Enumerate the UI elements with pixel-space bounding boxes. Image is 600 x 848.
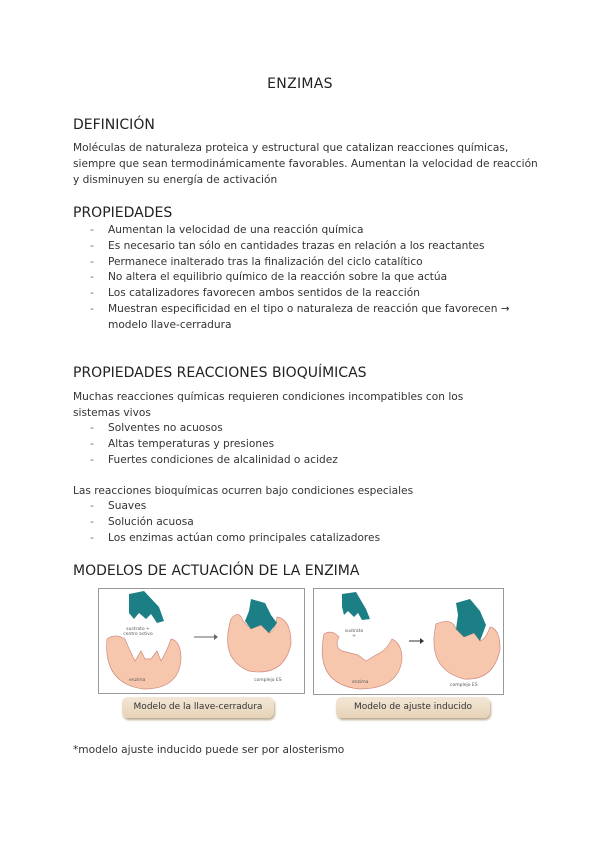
bioquimicas-list2 — [73, 499, 543, 546]
caption-induced-fit: Modelo de ajuste inducido — [336, 697, 490, 718]
list-item: - Fuertes condiciones de alcalinidad o acidez — [73, 453, 543, 469]
list-item: - Solución acuosa — [73, 515, 543, 531]
list-item: - Suaves — [73, 499, 543, 515]
list-item: - No altera el equilibrio químico de la reacción sobre la que actúa — [73, 270, 543, 286]
caption-lock-key: Modelo de la llave-cerradura — [122, 697, 274, 718]
bioquimicas-intro1: Muchas reacciones químicas requieren condiciones incompatibles con los sistemas vivos — [73, 391, 464, 419]
list-item: - Muestran especificidad en el tipo o naturaleza de reacción que favorecen → modelo llave-cerradura — [73, 302, 543, 334]
list-item: - Los catalizadores favorecen ambos sentidos de la reacción — [73, 286, 543, 302]
heading-propiedades: PROPIEDADES — [73, 205, 173, 221]
propiedades-list — [73, 223, 543, 334]
lock-key-figure — [98, 588, 305, 694]
enzyme-label: enzima — [352, 680, 369, 685]
footnote: *modelo ajuste inducido puede ser por alosterismo — [73, 744, 345, 756]
induced-fit-diagram — [314, 589, 503, 694]
substrate-label: sustrato + centro activo — [123, 627, 153, 637]
complex-label: complejo ES — [450, 683, 478, 688]
list-item: - Permanece inalterado tras la finalización del ciclo catalítico — [73, 255, 543, 271]
list-item: - Los enzimas actúan como principales catalizadores — [73, 531, 543, 547]
bioquimicas-list1 — [73, 421, 543, 468]
page-title: ENZIMAS — [267, 76, 333, 92]
list-item: - Aumentan la velocidad de una reacción química — [73, 223, 543, 239]
substrate-label: sustrato + — [344, 629, 364, 639]
bioquimicas-intro2: Las reacciones bioquímicas ocurren bajo condiciones especiales — [73, 485, 414, 497]
heading-bioquimicas: PROPIEDADES REACCIONES BIOQUÍMICAS — [73, 365, 367, 381]
list-item: - Solventes no acuosos — [73, 421, 543, 437]
heading-modelos: MODELOS DE ACTUACIÓN DE LA ENZIMA — [73, 563, 360, 579]
enzyme-label: enzima — [129, 678, 146, 683]
definicion-text: Moléculas de naturaleza proteica y estructural que catalizan reacciones químicas, siempre que sean termodinámicamente favorables. Aumentan la velocidad de reacción y disminuyen su energía de activación — [73, 142, 538, 186]
complex-label: complejo ES — [254, 678, 282, 683]
list-item: - Altas temperaturas y presiones — [73, 437, 543, 453]
heading-definicion: DEFINICIÓN — [73, 117, 155, 133]
list-item: - Es necesario tan sólo en cantidades trazas en relación a los reactantes — [73, 239, 543, 255]
induced-fit-figure — [313, 588, 504, 695]
